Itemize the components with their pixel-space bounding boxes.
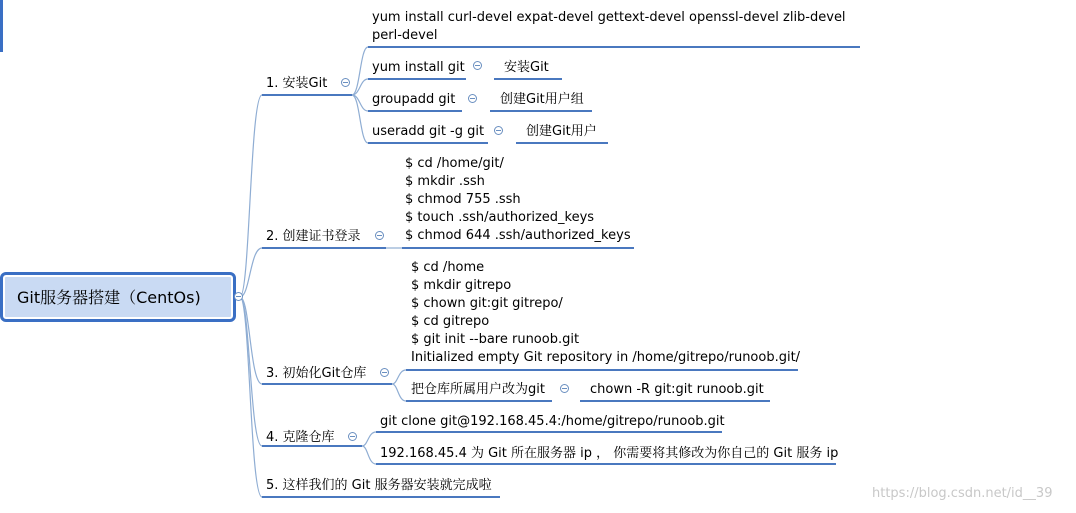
topic-3-cmd-6[interactable]: Initialized empty Git repository in /home/gitrepo/runoob.git/ — [411, 350, 801, 365]
topic-3-cmd-1[interactable]: $ cd /home — [411, 260, 485, 275]
topic-1-label[interactable]: 1. 安装Git — [266, 76, 328, 91]
topic-1-child-3-note[interactable]: 创建Git用户组 — [500, 92, 584, 107]
topic-3-collapse-icon[interactable] — [380, 368, 389, 377]
topic-3-cmd-5[interactable]: $ git init --bare runoob.git — [411, 332, 580, 347]
topic-1-child-3-collapse-icon[interactable] — [468, 94, 477, 103]
topic-3-label[interactable]: 3. 初始化Git仓库 — [266, 366, 367, 381]
topic-2-label[interactable]: 2. 创建证书登录 — [266, 229, 361, 244]
topic-1-child-3[interactable]: groupadd git — [372, 92, 456, 107]
topic-3-child-2-collapse-icon[interactable] — [560, 384, 569, 393]
topic-4-child-1[interactable]: git clone git@192.168.45.4:/home/gitrepo/runoob.git — [380, 414, 725, 429]
topic-1-collapse-icon[interactable] — [341, 78, 350, 87]
topic-3-cmd-2[interactable]: $ mkdir gitrepo — [411, 278, 512, 293]
topic-2-collapse-icon[interactable] — [375, 231, 384, 240]
watermark: https://blog.csdn.net/id__39 — [872, 486, 1053, 501]
topic-4-collapse-icon[interactable] — [348, 432, 357, 441]
topic-1-child-1[interactable]: yum install curl-devel expat-devel gettext-devel openssl-devel zlib-devel perl-devel — [372, 10, 846, 43]
topic-1-child-2-note[interactable]: 安装Git — [504, 60, 549, 75]
topic-3-child-2-note[interactable]: chown -R git:git runoob.git — [590, 382, 764, 397]
topic-5-label[interactable]: 5. 这样我们的 Git 服务器安装就完成啦 — [266, 478, 492, 493]
topic-1-child-2[interactable]: yum install git — [372, 60, 465, 75]
topic-1-child-4-note[interactable]: 创建Git用户 — [526, 124, 597, 139]
topic-2-cmd-3[interactable]: $ chmod 755 .ssh — [405, 192, 521, 207]
topic-2-cmd-1[interactable]: $ cd /home/git/ — [405, 156, 504, 171]
topic-2-cmd-2[interactable]: $ mkdir .ssh — [405, 174, 485, 189]
topic-4-child-2[interactable]: 192.168.45.4 为 Git 所在服务器 ip ， 你需要将其修改为你自己的 Git 服务 ip — [380, 446, 839, 461]
topic-3-cmd-3[interactable]: $ chown git:git gitrepo/ — [411, 296, 563, 311]
topic-4-label[interactable]: 4. 克隆仓库 — [266, 430, 335, 445]
topic-1-child-4-collapse-icon[interactable] — [494, 126, 503, 135]
topic-2-cmd-5[interactable]: $ chmod 644 .ssh/authorized_keys — [405, 228, 631, 243]
root-topic[interactable] — [0, 272, 236, 322]
topic-3-cmd-4[interactable]: $ cd gitrepo — [411, 314, 490, 329]
topic-1-child-2-collapse-icon[interactable] — [473, 61, 482, 70]
topic-2-cmd-4[interactable]: $ touch .ssh/authorized_keys — [405, 210, 595, 225]
root-collapse-icon[interactable] — [234, 292, 243, 301]
topic-1-child-4[interactable]: useradd git -g git — [372, 124, 485, 139]
topic-3-child-2[interactable]: 把仓库所属用户改为git — [411, 382, 545, 397]
root-topic-label: Git服务器搭建（CentOs) — [17, 288, 201, 307]
